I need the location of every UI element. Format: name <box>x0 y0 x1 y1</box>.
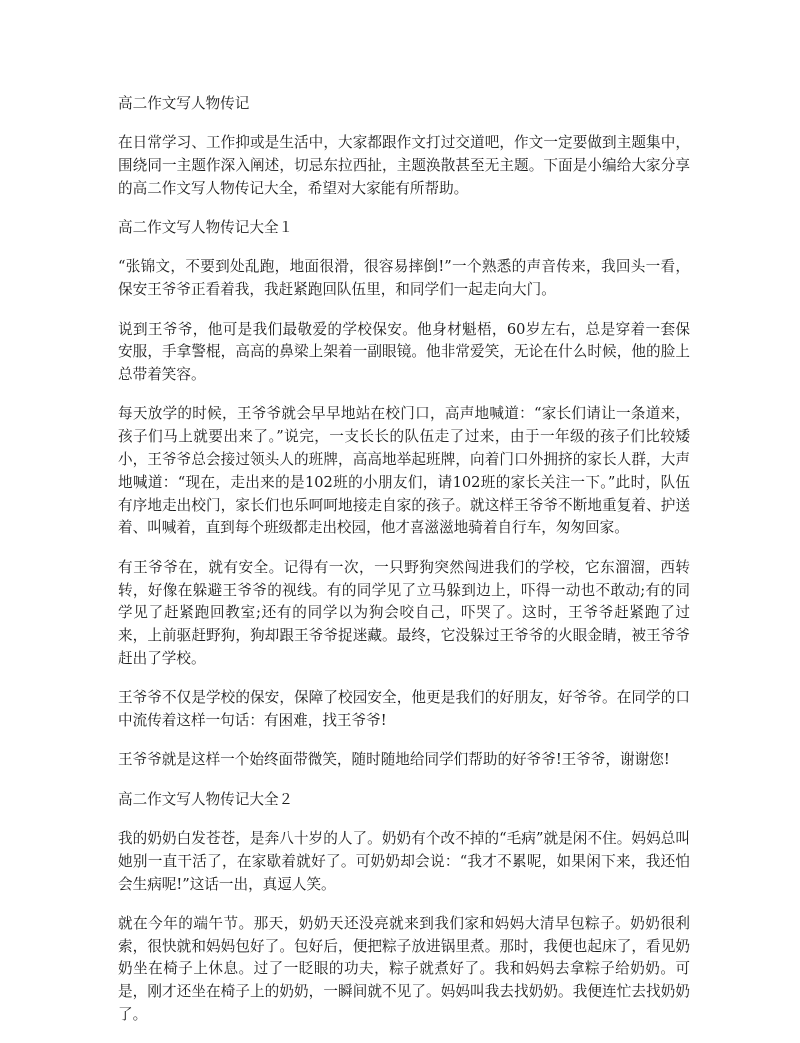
paragraph: 说到王爷爷，他可是我们最敬爱的学校保安。他身材魁梧，60岁左右，总是穿着一套保安服，手拿警棍，高高的鼻梁上架着一副眼镜。他非常爱笑，无论在什么时候，他的脸上总带着笑容。 <box>118 320 690 384</box>
paragraph: 有王爷爷在，就有安全。记得有一次，一只野狗突然闯进我们的学校，它东溜溜，西转转，好像在躲避王爷爷的视线。有的同学见了立马躲到边上，吓得一动也不敢动;有的同学见了赶紧跑回教室;还有的同学以为狗会咬自己，吓哭了。这时，王爷爷赶紧跑了过来，上前驱赶野狗，狗却跟王爷爷捉迷藏。最终，它没躲过王爷爷的火眼金睛，被王爷爷赶出了学校。 <box>118 558 690 667</box>
paragraph: “张锦文，不要到处乱跑，地面很滑，很容易摔倒!”一个熟悉的声音传来，我回头一看，保安王爷爷正看着我，我赶紧跑回队伍里，和同学们一起走向大门。 <box>118 258 690 299</box>
section-heading-2: 高二作文写人物传记大全２ <box>118 790 294 808</box>
document-title: 高二作文写人物传记 <box>118 95 250 112</box>
paragraph: 王爷爷就是这样一个始终面带微笑，随时随地给同学们帮助的好爷爷!王爷爷，谢谢您! <box>118 751 670 769</box>
paragraph: 我的奶奶白发苍苍，是奔八十岁的人了。奶奶有个改不掉的“毛病”就是闲不住。妈妈总叫她别一直干活了，在家歇着就好了。可奶奶却会说：“我才不累呢，如果闲下来，我还怕会生病呢!”这话一出，真逗人笑。 <box>118 829 690 893</box>
document-page <box>118 93 690 1043</box>
section-heading-1: 高二作文写人物传记大全１ <box>118 219 294 237</box>
paragraph: 王爷爷不仅是学校的保安，保障了校园安全，他更是我们的好朋友，好爷爷。在同学的口中流传着这样一句话：有困难，找王爷爷! <box>118 689 690 730</box>
paragraph: 就在今年的端午节。那天，奶奶天还没亮就来到我们家和妈妈大清早包粽子。奶奶很利索，很快就和妈妈包好了。包好后，便把粽子放进锅里煮。那时，我便也起床了，看见奶奶坐在椅子上休息。过了一眨眼的功夫，粽子就煮好了。我和妈妈去拿粽子给奶奶。可是，刚才还坐在椅子上的奶奶，一瞬间就不见了。妈妈叫我去找奶奶。我便连忙去找奶奶了。 <box>118 914 690 1023</box>
intro-paragraph: 在日常学习、工作抑或是生活中，大家都跟作文打过交道吧，作文一定要做到主题集中，围绕同一主题作深入阐述，切忌东拉西扯，主题涣散甚至无主题。下面是小编给大家分享的高二作文写人物传记大全，希望对大家能有所帮助。 <box>118 134 690 197</box>
paragraph: 每天放学的时候，王爷爷就会早早地站在校门口，高声地喊道：“家长们请让一条道来，孩子们马上就要出来了。”说完，一支长长的队伍走了过来，由于一年级的孩子们比较矮小，王爷爷总会接过领头人的班牌，高高地举起班牌，向着门口外拥挤的家长人群，大声地喊道：“现在，走出来的是102班的小朋友们，请102班的家长关注一下。”此时，队伍有序地走出校门，家长们也乐呵呵地接走自家的孩子。就这样王爷爷不断地重复着、护送着、叫喊着，直到每个班级都走出校园，他才喜滋滋地骑着自行车，匆匆回家。 <box>118 405 690 537</box>
